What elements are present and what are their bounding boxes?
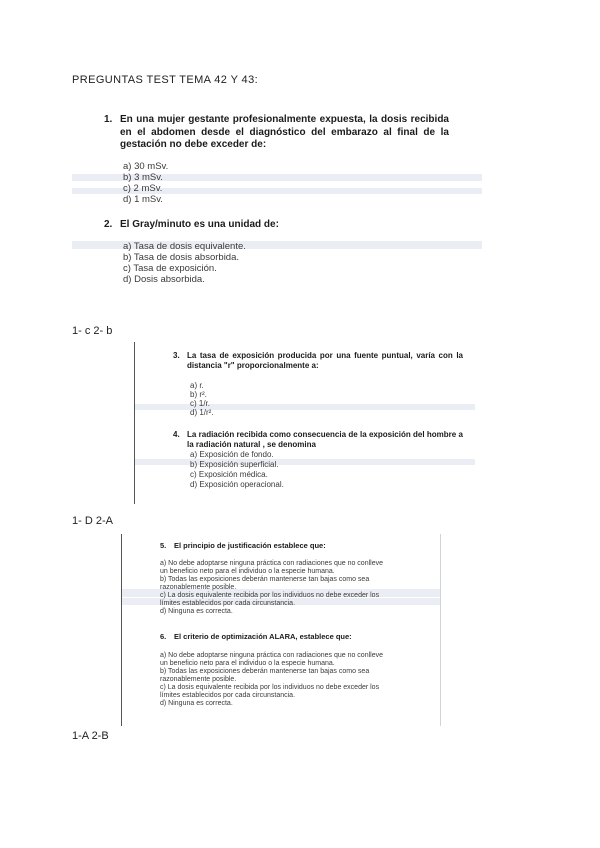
question-1-text: En una mujer gestante profesionalmente expuesta, la dosis recibida en el abdomen desde el diagnóstico del embarazo al final de la gestación no debe exceder de: — [120, 114, 449, 150]
q3-option-a: a) r. — [190, 381, 204, 390]
q1-option-b: b) 3 mSv. — [123, 172, 163, 183]
question-3-number: 3. — [173, 351, 180, 360]
q4-option-a: a) Exposición de fondo. — [190, 450, 274, 459]
scan-block-3 — [122, 534, 440, 726]
q3-option-b: b) r². — [190, 390, 207, 399]
question-3-text: La tasa de exposición producida por una fuente puntual, varía con la distancia "r" proporcionalmente a: — [187, 351, 463, 370]
q5-option-line: razonablemente posible. — [160, 584, 237, 591]
question-1-number: 1. — [104, 114, 113, 125]
question-6-number: 6. — [160, 632, 167, 641]
scan-right-edge — [440, 534, 441, 726]
page-title: PREGUNTAS TEST TEMA 42 Y 43: — [72, 74, 259, 86]
q1-option-c: c) 2 mSv. — [123, 183, 163, 194]
q2-option-a: a) Tasa de dosis equivalente. — [123, 241, 246, 252]
q6-option-line: b) Todas las exposiciones deberán mantenerse tan bajas como sea — [160, 668, 370, 675]
q2-option-b: b) Tasa de dosis absorbida. — [123, 252, 240, 263]
q6-option-line: un beneficio neto para el individuo o la especie humana. — [160, 660, 335, 667]
highlight-band — [135, 459, 475, 465]
question-4 — [173, 430, 463, 450]
question-2-text: El Gray/minuto es una unidad de: — [120, 219, 279, 230]
q6-option-line: razonablemente posible. — [160, 676, 237, 683]
q6-option-line: a) No debe adoptarse ninguna práctica con radiaciones que no conlleve — [160, 652, 383, 659]
q5-option-line: c) La dosis equivalente recibida por los individuos no debe exceder los — [160, 592, 380, 599]
question-5 — [160, 541, 430, 550]
q1-option-a: a) 30 mSv. — [123, 161, 169, 172]
q6-option-line: límites establecidos por cada circunstancia. — [160, 692, 296, 699]
q2-option-c: c) Tasa de exposición. — [123, 263, 217, 274]
q4-option-c: c) Exposición médica. — [190, 470, 268, 479]
q3-option-d: d) 1/r². — [190, 408, 214, 417]
q2-option-d: d) Dosis absorbida. — [123, 274, 205, 285]
scan-block-2 — [135, 342, 475, 504]
q5-option-line: d) Ninguna es correcta. — [160, 608, 233, 615]
q4-option-d: d) Exposición operacional. — [190, 480, 284, 489]
q4-option-b: b) Exposición superficial. — [190, 460, 279, 469]
question-4-number: 4. — [173, 430, 180, 439]
question-3 — [173, 351, 463, 371]
answer-key-3: 1-A 2-B — [72, 730, 109, 742]
q3-option-c: c) 1/r. — [190, 399, 211, 408]
question-1 — [104, 114, 449, 152]
question-5-text: El principio de justificación establece que: — [174, 541, 326, 550]
q6-option-line: c) La dosis equivalente recibida por los individuos no debe exceder los — [160, 684, 380, 691]
question-2-number: 2. — [104, 219, 113, 230]
q5-option-line: b) Todas las exposiciones deberán mantenerse tan bajas como sea — [160, 576, 370, 583]
question-4-text: La radiación recibida como consecuencia de la exposición del hombre a la radiación natural , se denomina — [187, 430, 463, 449]
scan-block-1 — [72, 108, 482, 298]
question-5-number: 5. — [160, 541, 167, 550]
q1-option-d: d) 1 mSv. — [123, 194, 163, 205]
question-2 — [104, 219, 449, 232]
q6-option-line: d) Ninguna es correcta. — [160, 700, 233, 707]
highlight-band — [135, 404, 475, 410]
answer-key-2: 1- D 2-A — [72, 515, 113, 527]
question-6-text: El criterio de optimización ALARA, establece que: — [174, 632, 352, 641]
q5-option-line: a) No debe adoptarse ninguna práctica con radiaciones que no conlleve — [160, 560, 383, 567]
q5-option-line: límites establecidos por cada circunstancia. — [160, 600, 296, 607]
question-6 — [160, 632, 430, 641]
answer-key-1: 1- c 2- b — [72, 325, 113, 337]
q5-option-line: un beneficio neto para el individuo o la especie humana. — [160, 568, 335, 575]
